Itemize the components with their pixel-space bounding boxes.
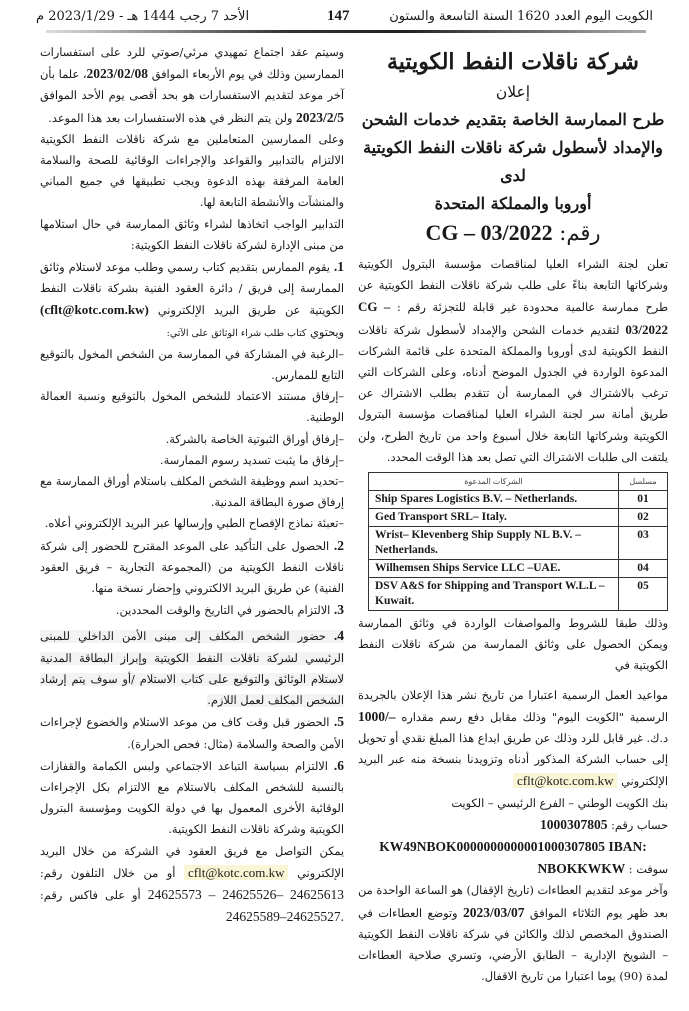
item-number: 6. xyxy=(333,757,344,773)
item-number: 4. xyxy=(333,628,344,644)
col-serial: مسلسل xyxy=(619,473,668,491)
item-1-text: يقوم الممارس بتقديم كتاب رسمي وطلب موعد لاستلام وثائق الممارسة إلى فريق / دائرة العقود الفنية بشركة ناقلات النفط الكويتية عن طريق البريد الإلكتروني xyxy=(40,261,344,318)
notice-label: إعلان xyxy=(495,83,531,101)
iban-line xyxy=(358,836,668,858)
item-1-text-c: كتاب طلب شراء الوثائق على الآتي: xyxy=(166,327,307,339)
table-row xyxy=(369,560,668,578)
iban-label: IBAN: xyxy=(608,839,647,855)
row-company: Wrist– Klevenberg Ship Supply NL B.V. – Netherlands. xyxy=(369,527,619,560)
row-company: Ship Spares Logistics B.V. – Netherlands. xyxy=(369,491,619,509)
row-company: DSV A&S for Shipping and Transport W.L.L – Kuwait. xyxy=(369,578,619,611)
table-row xyxy=(369,527,668,560)
iban-value: KW49NBOK0000000000001000307805 xyxy=(379,839,605,855)
contact-text-c: أو على فاكس رقم: xyxy=(40,888,141,902)
company-title: شركة ناقلات النفط الكويتية xyxy=(387,49,639,75)
item-3 xyxy=(40,599,344,621)
swift-value: NBOKKWKW xyxy=(537,861,626,877)
ref-value: CG – 03/2022 xyxy=(425,220,553,245)
sub-item: –إرفاق مستند الاعتماد للشخص المخول بالتوقيع ونسبة العمالة الوطنية. xyxy=(40,390,344,425)
reference-number xyxy=(358,218,668,248)
deadline-date: 2023/03/07 xyxy=(462,904,525,920)
table-header xyxy=(369,473,668,491)
sub-item: –الرغبة في المشاركة في الممارسة من الشخص المخول بالتوقيع التابع للممارس. xyxy=(40,347,344,383)
item-6 xyxy=(40,755,344,841)
item-1-email[interactable]: (cflt@kotc.com.kw) xyxy=(40,302,149,318)
meeting-date: 2023/02/08 xyxy=(86,66,148,82)
contact-paragraph xyxy=(40,841,344,929)
row-serial: 02 xyxy=(619,509,668,527)
ref-label: رقم: xyxy=(559,221,601,245)
item-3-text: الالتزام بالحضور في التاريخ والوقت المحددين. xyxy=(115,604,331,618)
sub-item: –إرفاق ما يثبت تسديد رسوم الممارسة. xyxy=(160,453,344,467)
subject-line-2: والإمداد لأسطول شركة ناقلات النفط الكويتية لدى xyxy=(363,138,663,185)
item-4 xyxy=(40,625,344,711)
row-serial: 05 xyxy=(619,578,668,611)
item-2 xyxy=(40,535,344,600)
bank-name: بنك الكويت الوطني – الفرع الرئيسي – الكويت xyxy=(451,796,668,810)
intro-ref: CG – 03/2022 xyxy=(358,299,669,337)
intro-text-b: لتقديم خدمات الشحن والإمداد لأسطول شركة ناقلات النفط الكويتية لدى أوروبا والمملكة المتحدة على قائمة الشركات المدعوة الواردة في الجدول الموضح أدناه، وعلى الشركات التي ترغب بالاشتراك في الممارسة أن تتقدم بطلب الاشتراك عن طريق أمانة سر لجنة الشراء العليا لمناقصات مؤسسة البترول الكويتية وشركاتها التابعة خلال أسبوع واحد من تاريخ الطرح، ولن يلتفت الى طلبات الاشتراك التي تصل بعد هذا الوقت المحدد. xyxy=(358,323,668,464)
col-companies: الشركات المدعوة xyxy=(369,473,619,491)
deadline-text-b: وتوضع العطاءات في الصندوق المخصص لذلك والكائن في شركة ناقلات النفط الكويتية – الشويخ الإدارية – الطابق الأرضي، وتسري صلاحية العطاءات لمدة (90) يوما اعتبارا من تاريخ الاقفال. xyxy=(358,906,668,984)
deadline-text-a: وآخر موعد لتقديم العطاءات (تاريخ الإقفال) هو الساعة الواحدة من بعد ظهر يوم الثلاثاء الموافق xyxy=(358,884,668,920)
contact-text-b: أو من خلال التلفون رقم: xyxy=(40,866,176,880)
table-row xyxy=(369,509,668,527)
conditions-paragraph: وذلك طبقا للشروط والمواصفات الواردة في وثائق الممارسة ويمكن الحصول على وثائق الممارسة من شركة ناقلات النفط الكويتية في xyxy=(358,617,668,673)
row-company: Wilhemsen Ships Service LLC –UAE. xyxy=(369,560,619,578)
meeting-text-a: وسيتم عقد اجتماع تمهيدي مرئي/صوتي للرد على استفسارات الممارسين وذلك في يوم الأربعاء الموافق xyxy=(40,46,344,82)
right-column xyxy=(358,40,668,987)
item-5-text: الحضور قبل وقت كاف من موعد الاستلام والخضوع لإجراءات الأمن والصحة والسلامة (مثال: فحص الحرارة). xyxy=(40,716,344,751)
row-company: Ged Transport SRL– Italy. xyxy=(369,509,619,527)
item-1-text-b: ويحتوي xyxy=(310,325,344,339)
measures-title: التدابير الواجب اتخاذها لشراء وثائق الممارسة في حال استلامها من مبنى الإدارة لشركة ناقلات النفط الكويتية: xyxy=(40,217,344,252)
item-number: 2. xyxy=(333,537,345,553)
invited-companies-table xyxy=(368,472,668,611)
intro-paragraph xyxy=(358,254,668,468)
item-number: 1. xyxy=(333,259,344,275)
fee-text-b: د.ك. غير قابل للرد وذلك عن طريق ايداع هذا المبلغ نقدي أو تحويل إلى حساب الشركة المذكور أدناه وتزويدنا بنسخة منه عبر البريد الإلكتروني xyxy=(358,732,668,789)
sub-item: –إرفاق أوراق الثبوتية الخاصة بالشركة. xyxy=(165,432,344,446)
fax-numbers: 24625589–24625527. xyxy=(225,909,344,925)
account-label: حساب رقم: xyxy=(611,818,668,832)
issue-date: الأحد 7 رجب 1444 هـ - 2023/1/29 م xyxy=(36,9,250,24)
table-row xyxy=(369,491,668,509)
row-serial: 04 xyxy=(619,560,668,578)
table-row xyxy=(369,578,668,611)
swift-line xyxy=(358,858,668,880)
row-serial: 01 xyxy=(619,491,668,509)
phone-numbers: 24625573 – 24625526– 24625613 xyxy=(147,886,344,902)
item-4-text: حضور الشخص المكلف إلى مبنى الأمن الداخلي للمبنى الرئيسي لشركة ناقلات النفط الكويتية وإبراز البطاقة المدنية لاستلام الوثائق والتوقيع على كتاب الاستلام /أو سوف يتم إرشاد الشخص المكلف لعمل اللازم. xyxy=(40,630,344,708)
item-number: 3. xyxy=(333,602,344,618)
subject-line-3: أوروبا والمملكة المتحدة xyxy=(434,194,592,213)
fee-text-a: مواعيد العمل الرسمية اعتبارا من تاريخ نشر هذا الإعلان بالجريدة الرسمية "الكويت اليوم" وذلك مقابل دفع رسم مقداره xyxy=(358,688,669,724)
row-serial: 03 xyxy=(619,527,668,560)
fee-paragraph xyxy=(358,685,668,793)
contact-text-a: يمكن التواصل مع فريق العقود في الشركة من خلال البريد الإلكتروني xyxy=(40,844,345,880)
contact-email[interactable]: cflt@kotc.com.kw xyxy=(184,865,288,880)
inquiry-date: 2023/2/5 xyxy=(295,109,344,125)
safety-paragraph: وعلى الممارسين المتعاملين مع شركة ناقلات النفط الكويتية الالتزام بالتدابير والقواعد والإجراءات الوقائية للصحة والسلامة العامة المرفقة بهذه الدعوة ويجب تطبيقها في جميع المباني والمنشآت والأنشطة التابعة لها. xyxy=(40,132,344,210)
meeting-paragraph xyxy=(40,42,344,129)
swift-label: سوفت : xyxy=(628,863,668,877)
item-1 xyxy=(40,256,344,344)
email-link[interactable]: cflt@kotc.com.kw xyxy=(513,773,617,788)
account-line xyxy=(358,814,668,836)
account-number: 1000307805 xyxy=(539,816,608,832)
item-2-text: الحصول على التأكيد على الموعد المقترح للحضور إلى شركة ناقلات النفط الكويتية من (المجموعة التجارية – فريق العقود الفنية) عن طريق البريد الالكتروني وإحضار نسخة منها. xyxy=(40,539,344,596)
sub-item: –تحديد اسم ووظيفة الشخص المكلف باستلام أوراق الممارسة مع إرفاق صورة البطاقة المدنية. xyxy=(40,475,344,510)
meeting-text-c: ولن يتم النظر في هذه الاستفسارات بعد هذا الموعد. xyxy=(48,111,293,125)
item-6-text: الالتزام بسياسة التباعد الاجتماعي ولبس الكمامة والقفازات بالنسبة للشخص المكلف بالاستلام مع الالتزام بكل الإجراءات الوقائية الأخرى المعمول بها في دولة الكويت ومؤسسة البترول الكويتية وشركة ناقلات النفط الكويتية. xyxy=(40,759,344,837)
left-column xyxy=(40,40,344,928)
page-number: 147 xyxy=(327,8,350,24)
fee-amount: 1000/– xyxy=(358,708,396,724)
subject-line-1: طرح الممارسة الخاصة بتقديم خدمات الشحن xyxy=(361,110,665,129)
meeting-text-b: ، علما بأن آخر موعد لتقديم الاستفسارات هو بحد أقصى يوم الأحد الموافق xyxy=(40,68,344,103)
header-rule xyxy=(46,30,646,33)
sub-item: –تعبئة نماذج الإفصاح الطبي وإرسالها عبر البريد الإلكتروني أعلاه. xyxy=(44,517,344,531)
deadline-paragraph xyxy=(358,880,668,987)
page-header xyxy=(0,0,689,32)
item-5 xyxy=(40,711,344,754)
intro-text-a: تعلن لجنة الشراء العليا لمناقصات مؤسسة البترول الكويتية وشركاتها التابعة بناءً على طلب شركة ناقلات النفط الكويتية عن طرح ممارسة عالمية محدودة غير قابلة للتجزئة رقم : xyxy=(358,258,668,315)
publication-info: الكويت اليوم العدد 1620 السنة التاسعة والستون xyxy=(389,9,653,24)
item-number: 5. xyxy=(333,714,344,730)
